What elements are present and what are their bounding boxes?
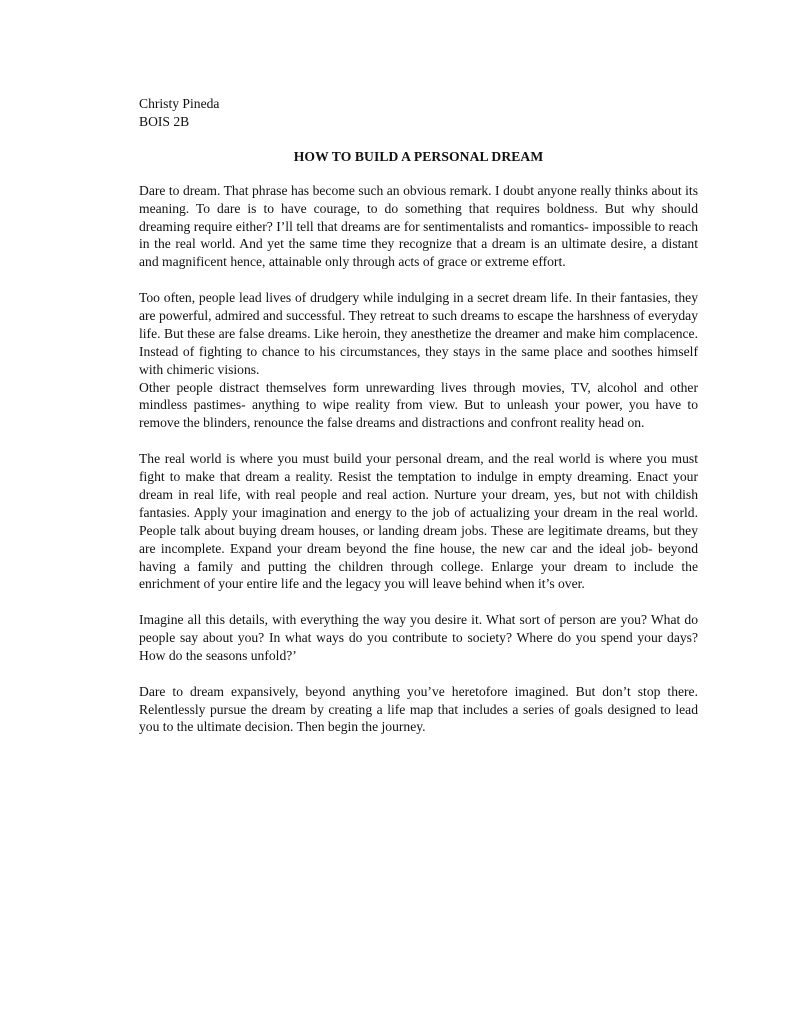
course-code: BOIS 2B: [139, 113, 190, 129]
paragraph-2: Too often, people lead lives of drudgery while indulging in a secret dream life. In their fantasies, they are powerful, admired and successful. They retreat to such dreams to escape the harshness of everyday life. But these are false dreams. Like heroin, they anesthetize the dreamer and make him complacence. Instead of fighting to chance to his circumstances, they stays in the same place and soothes himself with chimeric visions.: [139, 290, 698, 377]
paragraph-3: Other people distract themselves form unrewarding lives through movies, TV, alcohol and other mindless pastimes- anything to wipe reality from view. But to unleash your power, you have to remove the blinders, renounce the false dreams and distractions and confront reality head on.: [139, 379, 698, 431]
document-page: [139, 95, 698, 736]
author-name: Christy Pineda: [139, 96, 220, 111]
paragraph-1: Dare to dream. That phrase has become such an obvious remark. I doubt anyone really thinks about its meaning. To dare is to have courage, to do something that requires boldness. But why should dreaming require either? I’ll tell that dreams are for sentimentalists and romantics- impossible to reach in the real world. And yet the same time they recognize that a dream is an ultimate desire, a distant and magnificent hence, attainable only through acts of grace or extreme effort.: [139, 182, 698, 270]
paragraph-5: Imagine all this details, with everything the way you desire it. What sort of person are you? What do people say about you? In what ways do you contribute to society? Where do you spend your days? How do the seasons unfold?’: [139, 612, 698, 663]
paragraph-4: The real world is where you must build your personal dream, and the real world is where you must fight to make that dream a reality. Resist the temptation to indulge in empty dreaming. Enact your dream in real life, with real people and real action. Nurture your dream, yes, but not with childish fantasies. Apply your imagination and energy to the job of actualizing your dream in the real world. People talk about buying dream houses, or landing dream jobs. These are legitimate dreams, but they are incomplete. Expand your dream beyond the fine house, the new car and the ideal job- beyond having a family and putting the children through college. Enlarge your dream to include the enrichment of your entire life and the legacy you will leave behind when it’s over.: [139, 451, 698, 592]
paragraph-6: Dare to dream expansively, beyond anything you’ve heretofore imagined. But don’t stop there. Relentlessly pursue the dream by creating a life map that includes a series of goals designed to lead you to the ultimate decision. Then begin the journey.: [139, 683, 698, 735]
document-title: HOW TO BUILD A PERSONAL DREAM: [293, 148, 544, 164]
